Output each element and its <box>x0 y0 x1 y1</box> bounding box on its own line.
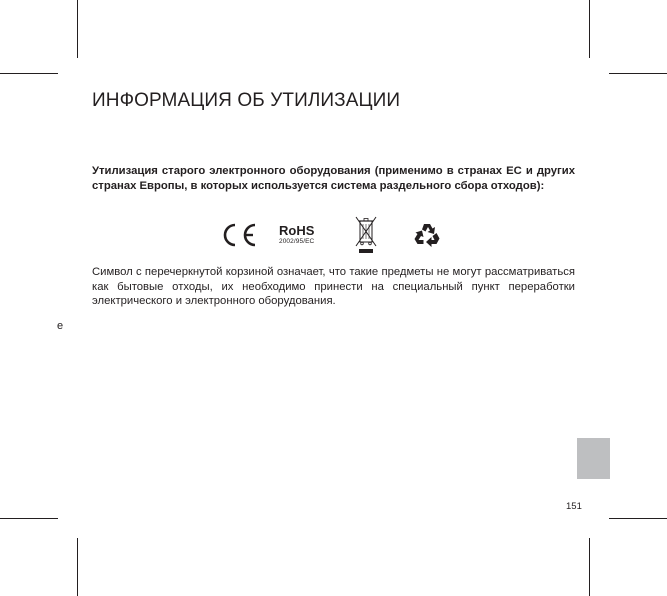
crop-mark <box>77 0 78 58</box>
ce-mark-text: CE <box>218 223 220 224</box>
page-number: 151 <box>566 501 582 512</box>
crop-mark <box>77 538 78 596</box>
crop-mark <box>609 518 667 519</box>
crop-mark <box>0 518 58 519</box>
rohs-directive: 2002/95/EC <box>279 238 315 245</box>
rohs-title: RoHS <box>279 223 315 238</box>
compliance-symbols <box>0 215 667 255</box>
disposal-description: Символ с перечеркнутой корзиной означает, что такие предметы не могут рассматриваться как бытовые отходы, их необходимо принести на специальный пункт переработки электрического и электронного оборудования. <box>92 266 575 308</box>
crop-mark <box>609 73 667 74</box>
recycle-icon <box>413 221 441 248</box>
crossed-bin-icon <box>353 216 379 254</box>
ce-mark-icon <box>218 223 258 247</box>
crop-mark <box>0 73 58 74</box>
crop-mark <box>589 538 590 596</box>
page-tab <box>577 438 610 479</box>
page-title: ИНФОРМАЦИЯ ОБ УТИЛИЗАЦИИ <box>92 90 401 111</box>
margin-letter: e <box>57 320 64 332</box>
section-subheading: Утилизация старого электронного оборудования (применимо в странах ЕС и других странах Европы, в которых используется система раздельного сбора отходов): <box>92 165 575 192</box>
crop-mark <box>589 0 590 58</box>
rohs-mark <box>279 224 325 252</box>
